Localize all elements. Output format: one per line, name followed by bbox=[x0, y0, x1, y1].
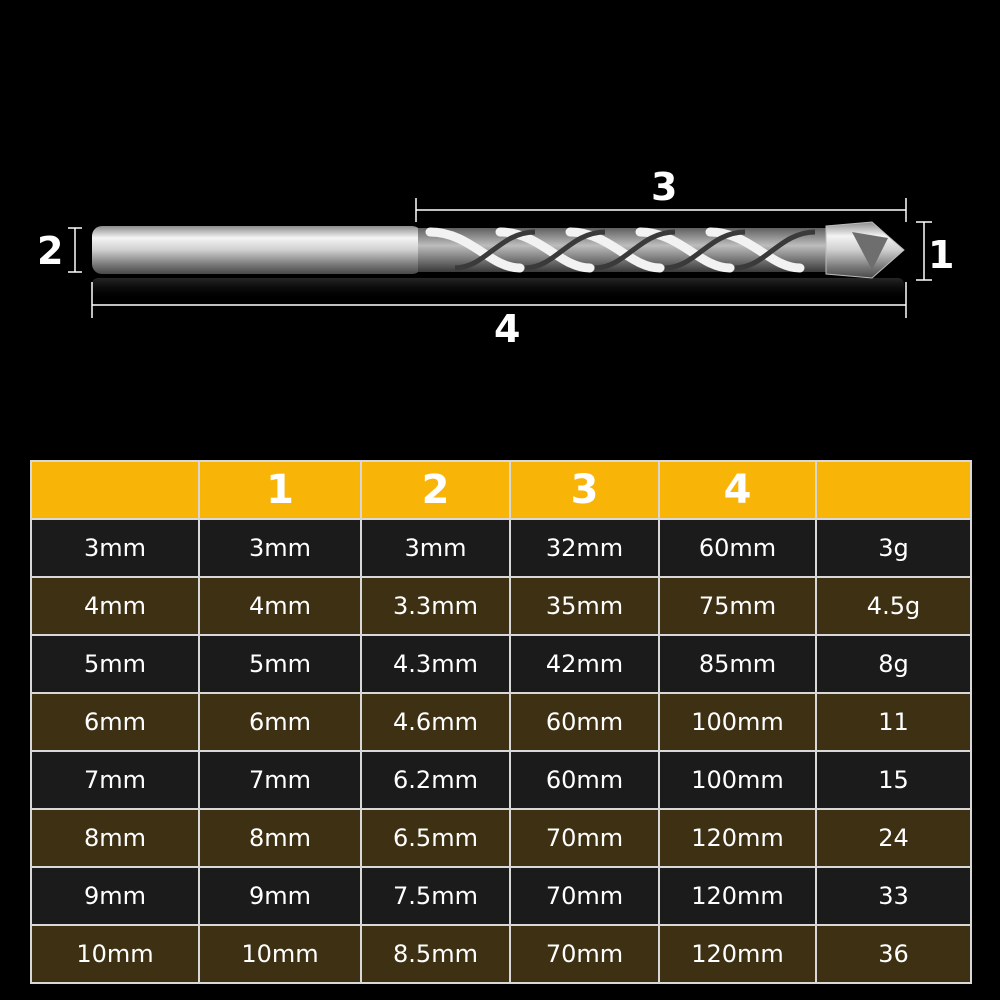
header-cell bbox=[816, 461, 971, 519]
table-cell: 6.5mm bbox=[361, 809, 510, 867]
table-cell: 33 bbox=[816, 867, 971, 925]
table-cell: 4.5g bbox=[816, 577, 971, 635]
table-cell: 9mm bbox=[199, 867, 361, 925]
table-row bbox=[31, 693, 971, 751]
dim2-label: 2 bbox=[37, 229, 64, 273]
table-row bbox=[31, 867, 971, 925]
table-cell: 60mm bbox=[659, 519, 816, 577]
table-cell: 11 bbox=[816, 693, 971, 751]
table-cell: 5mm bbox=[199, 635, 361, 693]
table-cell: 3mm bbox=[361, 519, 510, 577]
drill-reflection bbox=[92, 278, 904, 300]
table-row bbox=[31, 925, 971, 983]
table-cell: 8mm bbox=[199, 809, 361, 867]
table-cell: 70mm bbox=[510, 809, 659, 867]
table-cell: 70mm bbox=[510, 925, 659, 983]
table-cell: 120mm bbox=[659, 925, 816, 983]
header-cell-dim3: 3 bbox=[510, 461, 659, 519]
table-cell: 60mm bbox=[510, 751, 659, 809]
table-cell: 32mm bbox=[510, 519, 659, 577]
table-cell: 7mm bbox=[31, 751, 199, 809]
table-header-row bbox=[31, 461, 971, 519]
table-cell: 70mm bbox=[510, 867, 659, 925]
dim3-label: 3 bbox=[651, 165, 678, 209]
table-cell: 3mm bbox=[199, 519, 361, 577]
table-cell: 4.6mm bbox=[361, 693, 510, 751]
table-cell: 3mm bbox=[31, 519, 199, 577]
table-row bbox=[31, 635, 971, 693]
table-cell: 10mm bbox=[31, 925, 199, 983]
table-cell: 4mm bbox=[199, 577, 361, 635]
table-cell: 6mm bbox=[199, 693, 361, 751]
table-row bbox=[31, 577, 971, 635]
table-cell: 8g bbox=[816, 635, 971, 693]
table-row bbox=[31, 809, 971, 867]
table-cell: 36 bbox=[816, 925, 971, 983]
table-cell: 24 bbox=[816, 809, 971, 867]
table-cell: 3g bbox=[816, 519, 971, 577]
table-cell: 35mm bbox=[510, 577, 659, 635]
drill-bit-diagram bbox=[0, 0, 1000, 420]
header-cell-dim1: 1 bbox=[199, 461, 361, 519]
drill-shank bbox=[92, 226, 422, 274]
table-cell: 100mm bbox=[659, 751, 816, 809]
table-cell: 8mm bbox=[31, 809, 199, 867]
table-cell: 9mm bbox=[31, 867, 199, 925]
table-cell: 60mm bbox=[510, 693, 659, 751]
table-cell: 5mm bbox=[31, 635, 199, 693]
table-cell: 75mm bbox=[659, 577, 816, 635]
table-cell: 42mm bbox=[510, 635, 659, 693]
table-row bbox=[31, 519, 971, 577]
dim4-label: 4 bbox=[494, 307, 521, 351]
header-cell-dim2: 2 bbox=[361, 461, 510, 519]
header-cell-dim4: 4 bbox=[659, 461, 816, 519]
table-cell: 85mm bbox=[659, 635, 816, 693]
dim1-label: 1 bbox=[928, 233, 955, 277]
spec-table bbox=[30, 460, 972, 984]
table-cell: 120mm bbox=[659, 867, 816, 925]
table-cell: 4.3mm bbox=[361, 635, 510, 693]
table-cell: 10mm bbox=[199, 925, 361, 983]
table-cell: 6.2mm bbox=[361, 751, 510, 809]
table-cell: 7.5mm bbox=[361, 867, 510, 925]
table-cell: 6mm bbox=[31, 693, 199, 751]
header-cell bbox=[31, 461, 199, 519]
table-cell: 7mm bbox=[199, 751, 361, 809]
table-cell: 3.3mm bbox=[361, 577, 510, 635]
table-cell: 4mm bbox=[31, 577, 199, 635]
table-cell: 8.5mm bbox=[361, 925, 510, 983]
table-cell: 100mm bbox=[659, 693, 816, 751]
table-row bbox=[31, 751, 971, 809]
table-cell: 15 bbox=[816, 751, 971, 809]
table-cell: 120mm bbox=[659, 809, 816, 867]
